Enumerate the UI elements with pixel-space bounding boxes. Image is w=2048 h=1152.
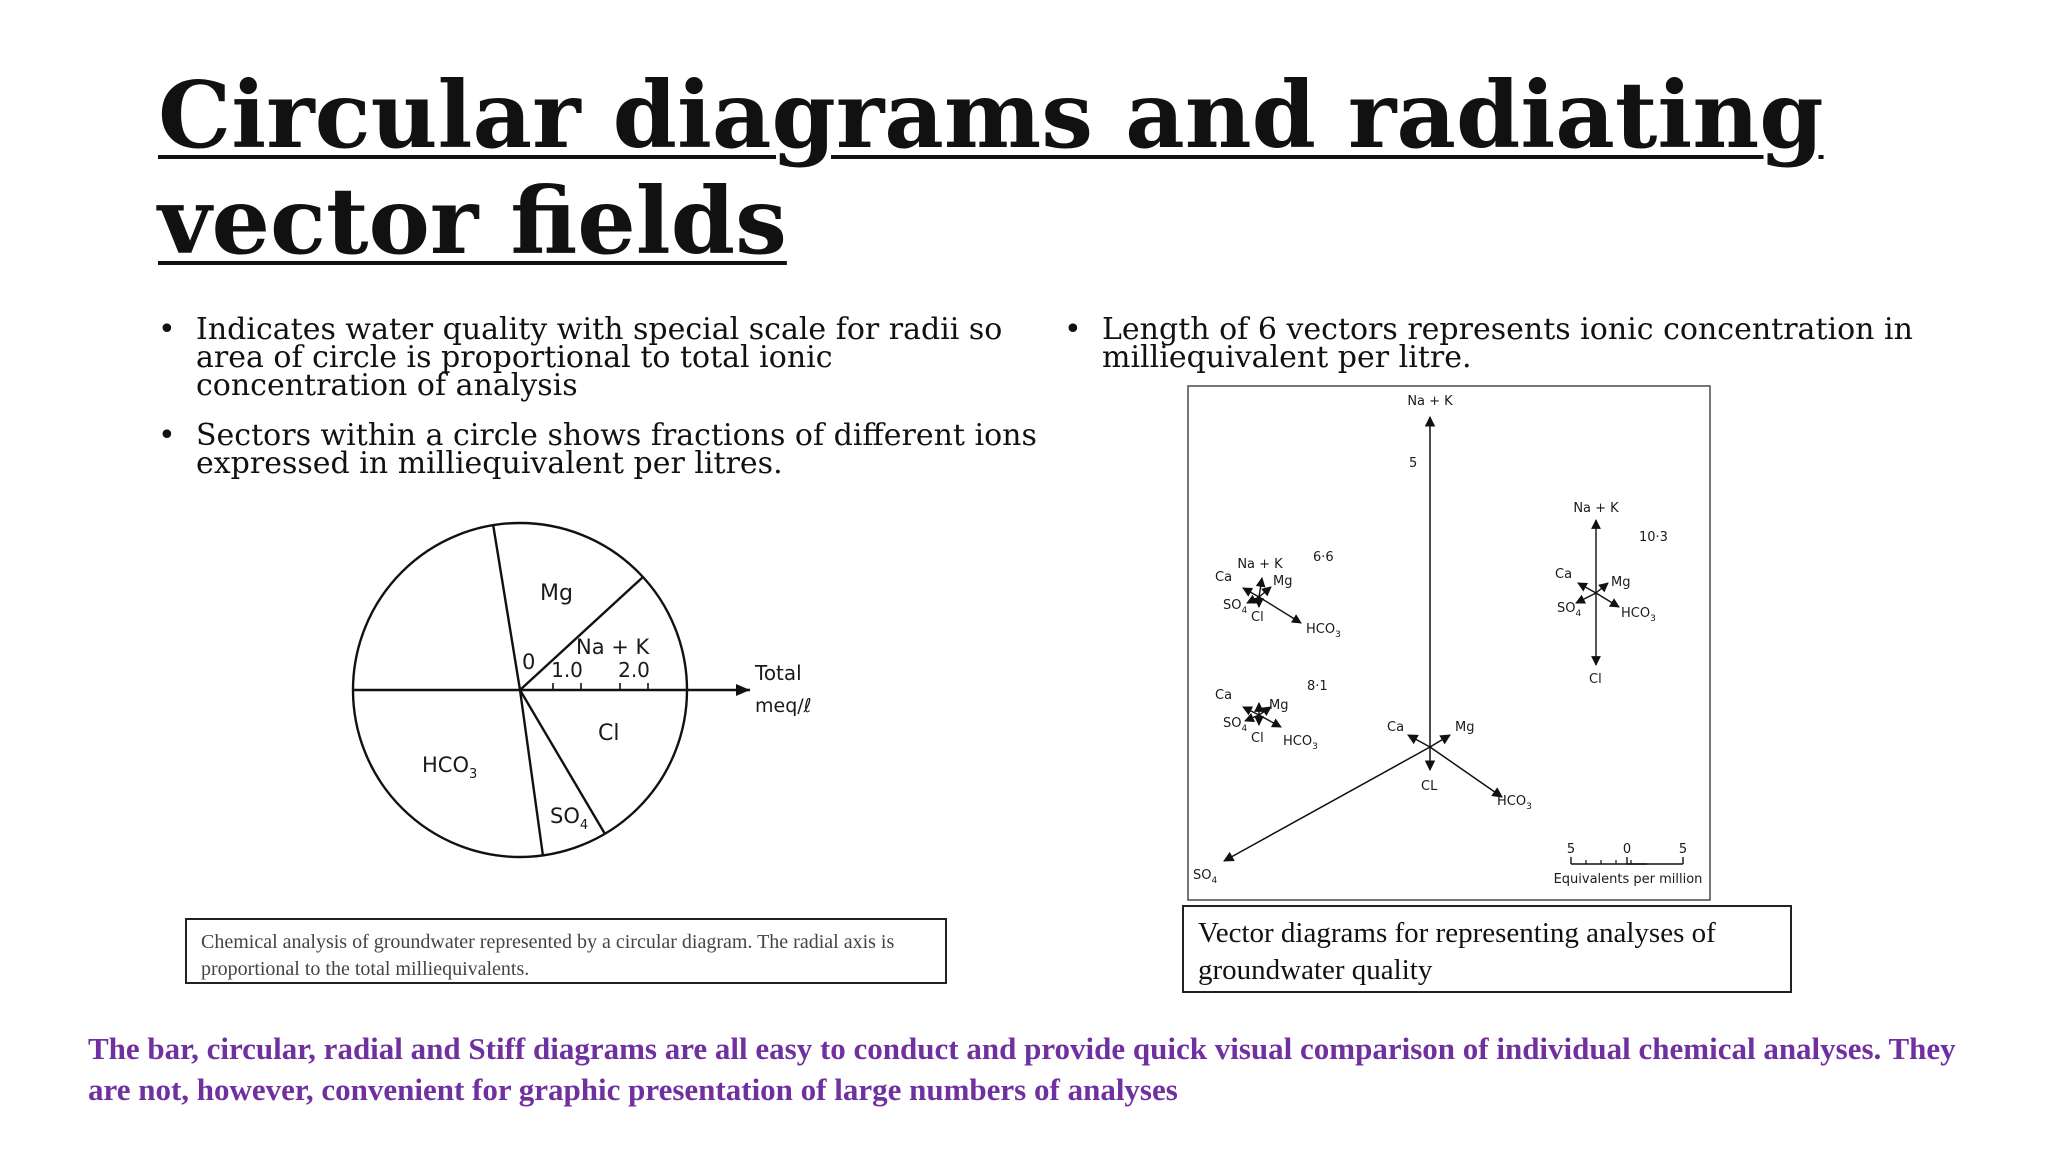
- svg-text:Cl: Cl: [1589, 672, 1602, 687]
- footer-note: The bar, circular, radial and Stiff diagrams are all easy to conduct and provide quick visual comparison of individual chemical analyses. They are not, however, convenient for graphic presentation of large numbers of analyses: [88, 1031, 1956, 1107]
- svg-text:SO4: $SO_4$: [1223, 598, 1248, 616]
- circular-diagram-caption: Chemical analysis of groundwater represented by a circular diagram. The radial axis is proportional to the total milliequivalents.: [185, 918, 947, 984]
- axis-tick-label: 0: [522, 650, 536, 674]
- svg-text:SO4: $SO_4$: [1557, 601, 1582, 619]
- svg-text:0: 0: [1622, 842, 1632, 857]
- svg-text:Cl: Cl: [1251, 610, 1264, 625]
- sector-boundary: [520, 690, 543, 856]
- svg-text:5: 5: [1409, 456, 1418, 471]
- svg-text:Ca: Ca: [1215, 688, 1233, 703]
- sector-label-mg: Mg: [540, 581, 573, 606]
- slide-title: Circular diagrams and radiating vector fields: [158, 61, 1824, 275]
- sector-label-cl: Cl: [598, 721, 620, 746]
- axis-arrowhead: [736, 684, 750, 696]
- axis-title: Total: [755, 661, 802, 685]
- axis-tick-label: 2.0: [618, 658, 650, 682]
- svg-text:SO4: $SO_4$: [1193, 868, 1218, 886]
- vector-field-middle-left: [1215, 679, 1328, 752]
- circular-diagram: [330, 500, 850, 880]
- svg-text:Mg: Mg: [1273, 574, 1293, 589]
- bullet-item: • Length of 6 vectors represents ionic concentration in milliequivalent per litre.: [1064, 316, 2004, 372]
- svg-text:SO4: $SO_4$: [1223, 716, 1248, 734]
- svg-text:Na + K: Na + K: [1237, 557, 1283, 572]
- svg-text:Equivalents per million: Equivalents per million: [1553, 872, 1703, 887]
- vector-diagram: [1187, 385, 1713, 903]
- svg-text:HCO3: $HCO_3$: [1497, 794, 1532, 812]
- svg-text:HCO3: $HCO_3$: [1306, 622, 1341, 640]
- svg-text:Mg: Mg: [1455, 720, 1475, 735]
- vector-diagram-caption: Vector diagrams for representing analyses of groundwater quality: [1182, 905, 1792, 993]
- vector-field-top-left: [1215, 550, 1341, 640]
- svg-text:Na + K: Na + K: [1573, 501, 1619, 516]
- left-bullet-list: [158, 312, 1038, 500]
- sector-label-so4: $SO_4$: [550, 804, 589, 833]
- svg-text:Ca: Ca: [1215, 570, 1233, 585]
- svg-text:HCO3: $HCO_3$: [1283, 734, 1318, 752]
- svg-text:Ca: Ca: [1555, 567, 1573, 582]
- svg-text:Ca: Ca: [1387, 720, 1405, 735]
- svg-text:HCO3: $HCO_3$: [1621, 606, 1656, 624]
- svg-text:8·1: 8·1: [1307, 679, 1328, 694]
- scale-bar: [1554, 842, 1703, 887]
- sector-boundary: [493, 524, 520, 690]
- vector-field-large: [1193, 394, 1532, 886]
- svg-text:6·6: 6·6: [1313, 550, 1334, 565]
- sector-label-hco3: $HCO_3$: [422, 753, 478, 782]
- axis-unit: meq/ℓ: [755, 695, 812, 717]
- bullet-item: • Indicates water quality with special scale for radii so area of circle is proportional to total ionic concentration of analysis: [158, 316, 1038, 400]
- axis-tick-label: 1.0: [551, 658, 583, 682]
- svg-text:5: 5: [1566, 842, 1576, 857]
- diagram-frame: [1188, 386, 1710, 900]
- svg-text:10·3: 10·3: [1639, 530, 1668, 545]
- right-bullet-list: [1064, 312, 2004, 375]
- svg-text:Cl: Cl: [1251, 731, 1264, 746]
- bullet-item: • Sectors within a circle shows fractions of different ions expressed in milliequivalent per litres.: [158, 422, 1038, 478]
- sector-label-na-k: Na + K: [576, 635, 650, 659]
- svg-text:Mg: Mg: [1269, 698, 1289, 713]
- svg-text:Na + K: Na + K: [1407, 394, 1453, 409]
- svg-text:CL: CL: [1421, 779, 1438, 794]
- svg-text:5: 5: [1678, 842, 1688, 857]
- vector-field-top-right: [1555, 501, 1668, 687]
- svg-text:Mg: Mg: [1611, 575, 1631, 590]
